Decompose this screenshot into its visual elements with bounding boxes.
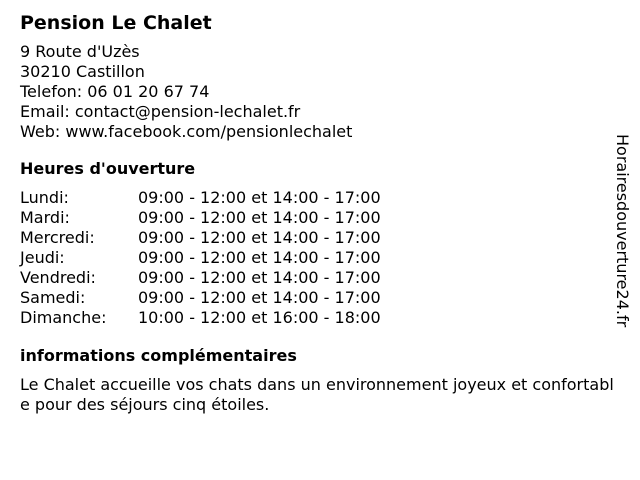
street-address: 9 Route d'Uzès [20,42,140,61]
day-label: Vendredi: [20,268,96,287]
day-label: Mardi: [20,208,70,227]
info-heading: informations complémentaires [20,346,297,365]
day-label: Jeudi: [20,248,65,267]
time-range: 09:00 - 12:00 et 14:00 - 17:00 [138,288,381,307]
hours-heading: Heures d'ouverture [20,159,196,178]
email-line: Email: contact@pension-lechalet.fr [20,102,301,121]
time-range: 09:00 - 12:00 et 14:00 - 17:00 [138,188,381,207]
web-line: Web: www.facebook.com/pensionlechalet [20,122,353,141]
pension-info [20,10,614,415]
day-label: Mercredi: [20,228,95,247]
address-block [20,42,610,142]
hours-row-mardi [20,208,381,228]
day-label: Samedi: [20,288,86,307]
day-label: Dimanche: [20,308,107,327]
hours-row-lundi [20,188,381,208]
time-range: 09:00 - 12:00 et 14:00 - 17:00 [138,208,381,227]
info-description: Le Chalet accueille vos chats dans un environnement joyeux et confortable pour des séjours cinq étoiles. [20,375,614,414]
day-label: Lundi: [20,188,69,207]
hours-row-dimanche [20,308,381,328]
site-watermark: Horairesdouverture24.fr [613,134,632,328]
hours-table [20,188,381,328]
time-range: 09:00 - 12:00 et 14:00 - 17:00 [138,268,381,287]
time-range: 09:00 - 12:00 et 14:00 - 17:00 [138,248,381,267]
time-range: 10:00 - 12:00 et 16:00 - 18:00 [138,308,381,327]
hours-row-mercredi [20,228,381,248]
time-range: 09:00 - 12:00 et 14:00 - 17:00 [138,228,381,247]
page-title: Pension Le Chalet [20,12,212,34]
hours-row-jeudi [20,248,381,268]
hours-row-vendredi [20,268,381,288]
hours-row-samedi [20,288,381,308]
postal-city: 30210 Castillon [20,62,145,81]
phone-line: Telefon: 06 01 20 67 74 [20,82,210,101]
